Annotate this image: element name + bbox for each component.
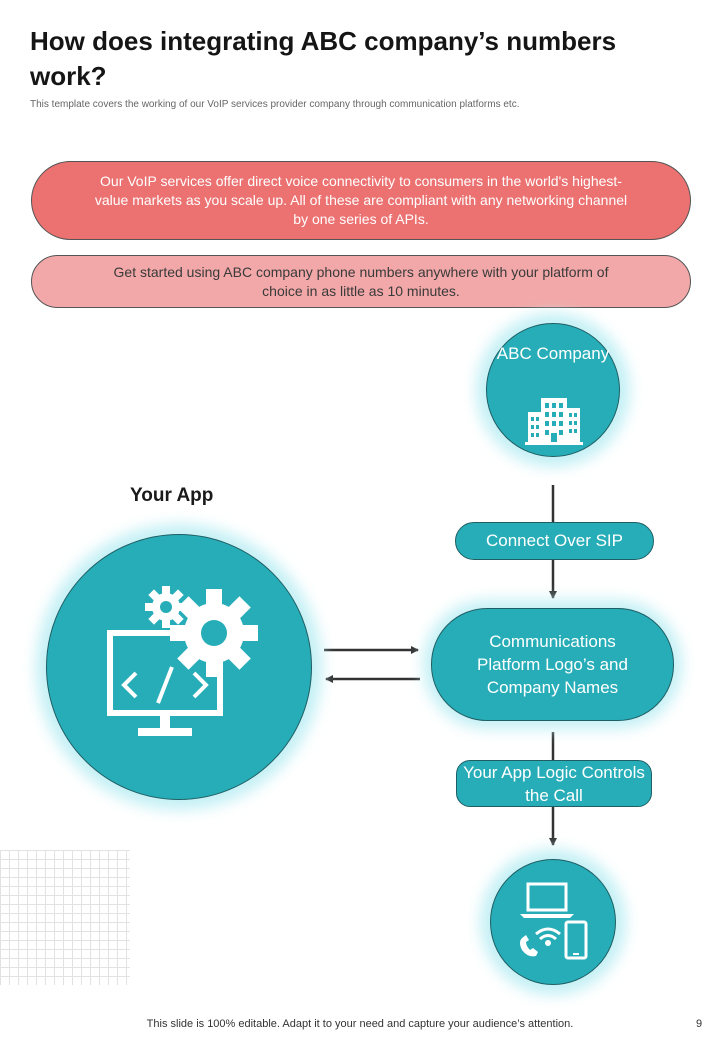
your-app-node — [46, 534, 312, 800]
page-title: How does integrating ABC company’s numbers work? — [30, 26, 617, 91]
app-logic-box — [456, 760, 652, 807]
callout-get-started-text: Get started using ABC company phone numbers anywhere with your platform of choice in as little as 10 minutes. — [113, 263, 609, 299]
abc-company-node — [486, 323, 620, 457]
page-subtitle: This template covers the working of our VoIP services provider company through communication platforms etc. — [30, 99, 520, 110]
page-number: 9 — [696, 1018, 703, 1030]
communications-platform-box — [431, 608, 674, 721]
decorative-grid — [0, 850, 130, 985]
abc-company-label: ABC Company — [496, 344, 610, 363]
footer-note: This slide is 100% editable. Adapt it to your need and capture your audience’s attention. — [146, 1018, 574, 1030]
connect-over-sip-box — [455, 522, 654, 560]
monitor-code-gears-icon — [102, 585, 262, 745]
communications-platform-label: Communications Platform Logo’s and Company Names — [477, 632, 628, 697]
connect-over-sip-label: Connect Over SIP — [485, 531, 623, 550]
callout-voip-text: Our VoIP services offer direct voice connectivity to consumers in the world's highest-value markets as you scale up. All of these are compliant with any networking channel by one series of APIs. — [94, 173, 628, 227]
building-icon — [525, 394, 583, 446]
laptop-phone-wifi-icon — [516, 882, 592, 962]
devices-node — [490, 859, 616, 985]
your-app-label: Your App — [130, 485, 214, 506]
app-logic-label: Your App Logic Controls the Call — [463, 762, 645, 805]
